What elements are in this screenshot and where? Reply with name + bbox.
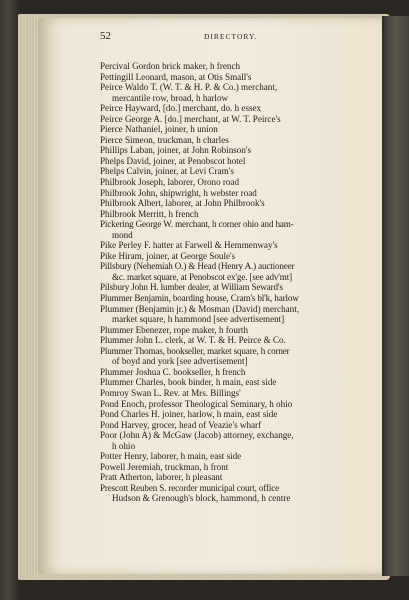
entry-line: Peirce Hayward, [do.] merchant, do. h essex [100,103,262,114]
directory-entry [100,61,372,72]
directory-entry [100,177,372,188]
entry-line: Potter Henry, laborer, h main, east side [100,451,242,462]
entry-line: Plummer Thomas, bookseller, market square, h corner [100,345,290,356]
directory-entry [100,430,372,451]
entry-line: Peirce Waldo T. (W. T. & H. P. & Co.) merchant, [100,82,278,93]
directory-entry [100,251,372,262]
entry-line: Pond Enoch, professor Theological Seminary, h ohio [100,398,293,409]
directory-entry [100,377,372,388]
directory-entry [100,82,372,103]
entry-line: Plummer Charles, book binder, h main, east side [100,377,277,388]
directory-entry [100,367,372,378]
entry-line: Pettingill Leonard, mason, at Otis Small's [100,71,252,82]
directory-entry [100,209,372,220]
entry-line: Phelps Calvin, joiner, at Levi Cram's [100,166,234,177]
entry-line: Peirce George A. [do.] merchant, at W. T. Peirce's [100,113,281,124]
directory-entry [100,472,372,483]
directory-entry [100,240,372,251]
entry-line: Plummer Benjamin, boarding house, Cram's bl'k, harlow [100,293,299,304]
page-header [100,24,370,48]
entry-line: Pike Perley F. hatter at Farwell & Hemmenway's [100,240,278,251]
directory-entry [100,325,372,336]
entry-line: Plummer (Benjamin jr.) & Mosman (David) merchant, [100,303,300,314]
directory-entry [100,451,372,462]
directory-entry [100,219,372,240]
entry-line: Plummer John L. clerk, at W. T. & H. Peirce & Co. [100,335,286,346]
directory-entry [100,399,372,410]
directory-entry [100,103,372,114]
directory-entry [100,145,372,156]
entry-line: Philbrook Albert, laborer, at John Philbrook's [100,198,265,209]
entry-line: Plummer Ebenezer, rope maker, h fourth [100,324,248,335]
entry-line: Pratt Atherton, laborer, h pleasant [100,472,223,483]
directory-entry [100,166,372,177]
entry-continuation: mond [112,229,133,240]
entry-line: Pond Charles H. joiner, harlow, h main, east side [100,409,278,420]
directory-entry [100,135,372,146]
entry-line: Poor (John A) & McGaw (Jacob) attorney, exchange, [100,430,294,441]
entry-line: Pierce Nathaniel, joiner, h union [100,124,218,135]
running-head: DIRECTORY. [204,31,258,41]
directory-entry [100,124,372,135]
directory-entry [100,462,372,473]
directory-page [38,18,382,574]
book-cover-board [382,16,409,576]
entry-line: Prescott Reuben S. recorder municipal court, office [100,482,280,493]
entry-line: Phillips Laban, joiner, at John Robinson's [100,145,252,156]
directory-entry [100,483,372,504]
entry-continuation: h ohio [112,440,135,451]
page-number: 52 [100,30,111,42]
directory-entry [100,156,372,167]
directory-entry [100,346,372,367]
entry-continuation: of boyd and york [see advertisement] [112,356,248,367]
entry-line: Pike Hiram, joiner, at George Soule's [100,250,236,261]
directory-entry [100,114,372,125]
directory-entry [100,72,372,83]
entry-line: Pond Harvey, grocer, head of Veazie's wharf [100,419,262,430]
directory-entry [100,198,372,209]
directory-entry [100,388,372,399]
directory-entry [100,304,372,325]
entry-line: Pilsbury John H. lumber dealer, at William Seward's [100,282,283,293]
entry-line: Pierce Simeon, truckman, h charles [100,134,229,145]
entry-line: Percival Gordon brick maker, h french [100,61,241,71]
directory-entry [100,293,372,304]
entry-continuation: &c. market square, at Penobscot ex'ge. [see adv'mt] [112,271,292,282]
entry-line: Philbrook Joseph, laborer, Orono road [100,177,240,188]
directory-entry [100,335,372,346]
directory-entry [100,282,372,293]
entry-line: Pomroy Swan L. Rev. at Mrs. Billings' [100,387,241,398]
directory-entry [100,420,372,431]
entry-line: Phelps David, joiner, at Penobscot hotel [100,155,246,166]
entry-line: Philbrook Merritt, h french [100,208,199,219]
directory-entries [100,61,372,504]
entry-line: Pickering George W. merchant, h corner ohio and ham- [100,219,294,230]
directory-entry [100,409,372,420]
entry-line: Pillsbury (Nehemiah O.) & Head (Henry A.) auctioneer [100,261,295,272]
entry-line: Plummer Joshua C. bookseller, h french [100,366,246,377]
entry-line: Philbrook John, shipwright, h webster road [100,187,257,198]
entry-continuation: market square, h hammond [see advertisement] [112,314,285,325]
entry-continuation: mercantile row, broad, h harlow [112,92,229,103]
directory-entry [100,188,372,199]
directory-entry [100,261,372,282]
entry-line: Powell Jeremiah, truckman, h front [100,461,229,472]
entry-continuation: Hudson & Grenough's block, hammond, h centre [112,493,291,504]
